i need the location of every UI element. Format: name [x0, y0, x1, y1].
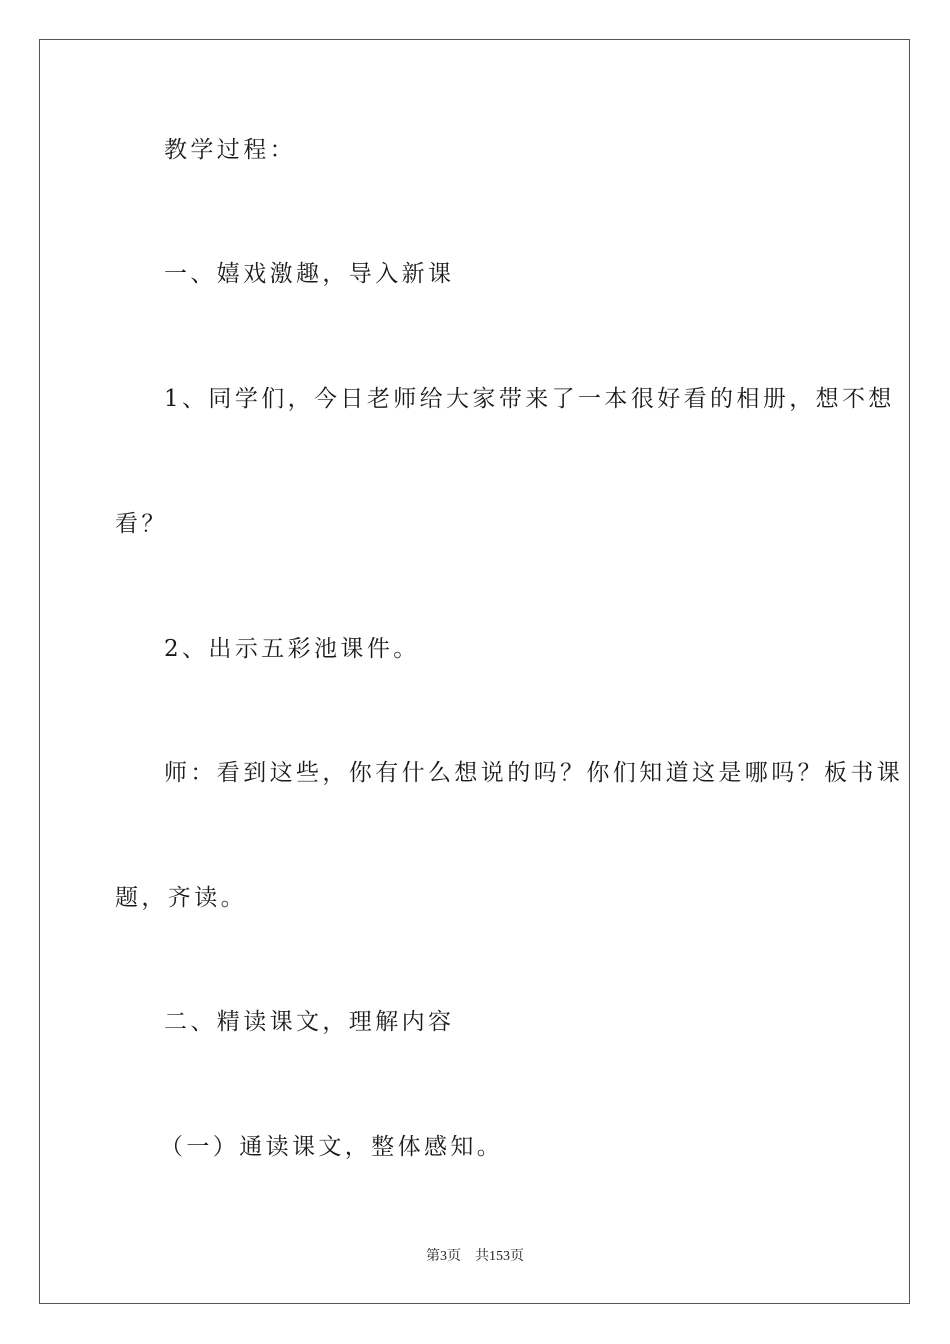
text-line-4: 看？ — [115, 511, 168, 537]
page-border — [39, 39, 910, 1304]
text-line-6: 师：看到这些，你有什么想说的吗？你们知道这是哪吗？板书课 — [164, 760, 904, 786]
text-line-1: 教学过程： — [164, 137, 296, 163]
page-footer — [0, 1248, 950, 1266]
text-line-8: 二、精读课文，理解内容 — [164, 1009, 455, 1035]
text-line-3: 1、同学们，今日老师给大家带来了一本很好看的相册，想不想 — [164, 386, 895, 412]
page-number: 第3页 — [426, 1249, 461, 1264]
text-line-2: 一、嬉戏激趣，导入新课 — [164, 261, 455, 287]
page-total: 共153页 — [475, 1249, 524, 1264]
text-line-7: 题，齐读。 — [115, 885, 247, 911]
text-line-5: 2、出示五彩池课件。 — [164, 636, 420, 662]
text-line-9: （一）通读课文，整体感知。 — [160, 1134, 504, 1160]
